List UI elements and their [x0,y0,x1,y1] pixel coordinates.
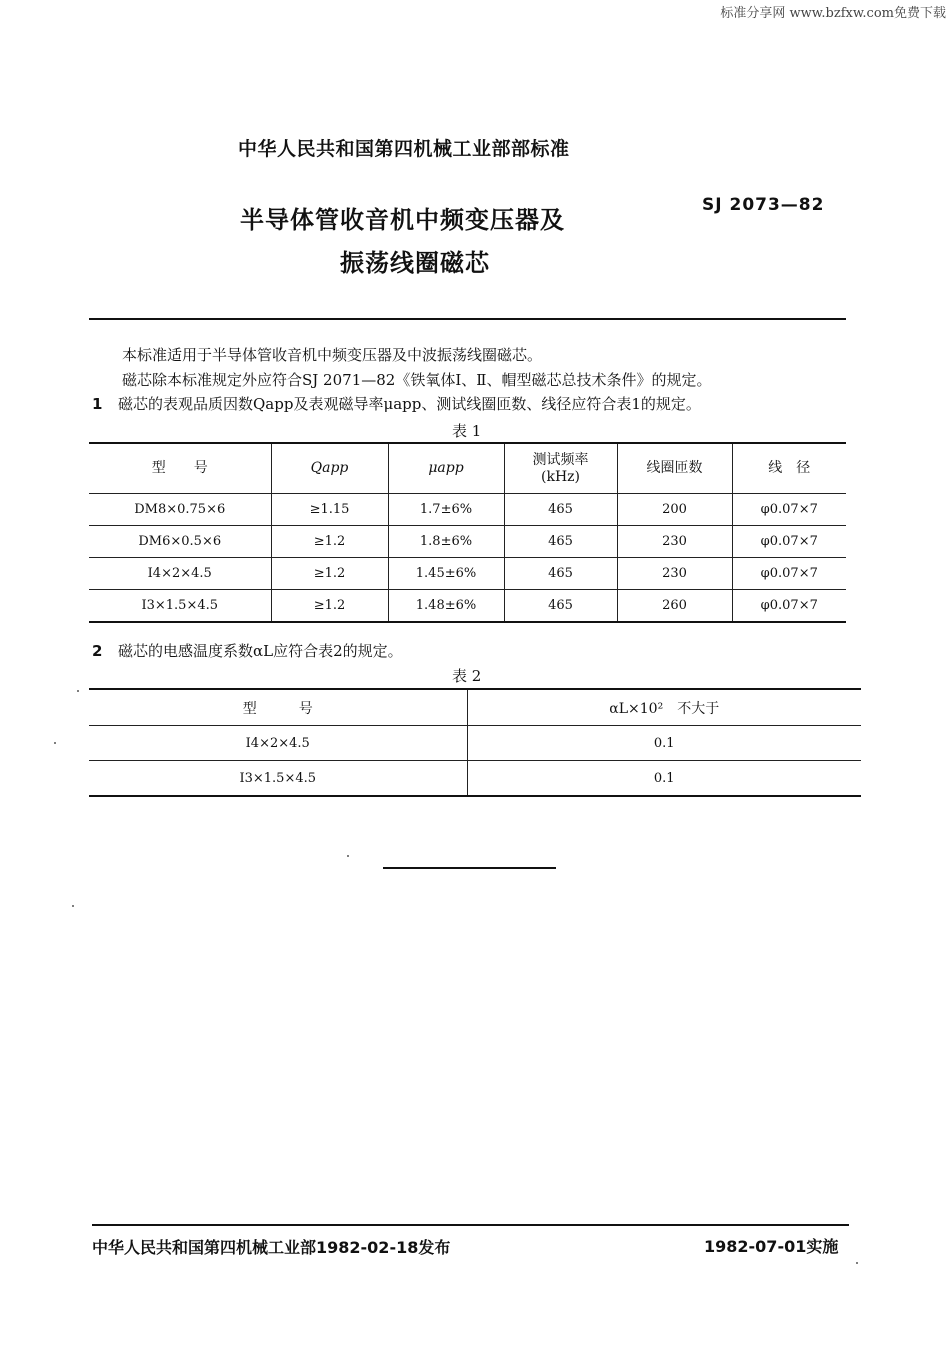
table-cell: ≥1.2 [271,558,388,590]
table-1 [89,442,846,623]
t1-header-turns: 线圈匝数 [617,443,732,494]
t2-header-temp-coefficient: αL×10² 不大于 [467,689,861,726]
table-cell: 230 [617,526,732,558]
table-cell: 465 [504,590,617,623]
t1-header-qapp: Qapp [271,443,388,494]
table-row [89,590,846,623]
table2-header-row [89,689,861,726]
table-row [89,761,861,797]
clause-1-number: 1 [92,395,103,413]
end-of-text-rule [383,867,556,869]
t2-header-model: 型 号 [89,689,467,726]
table-cell: 465 [504,558,617,590]
table-cell: I3×1.5×4.5 [89,590,271,623]
table-cell: φ0.07×7 [732,590,846,623]
clause-2-number: 2 [92,642,103,660]
standard-number: SJ 2073—82 [702,195,825,215]
footer-divider [92,1224,849,1226]
table-row [89,526,846,558]
scan-speck [77,690,79,692]
table-cell: ≥1.2 [271,590,388,623]
table-cell: ≥1.2 [271,526,388,558]
table-row [89,726,861,761]
table-cell: I4×2×4.5 [89,726,467,761]
table-cell: 1.8±6% [388,526,504,558]
t1-header-wire: 线 径 [732,443,846,494]
effective-date-text: 1982-07-01实施 [704,1237,839,1256]
table-cell: 1.45±6% [388,558,504,590]
table-cell: DM8×0.75×6 [89,494,271,526]
table-cell: φ0.07×7 [732,494,846,526]
table-cell: φ0.07×7 [732,558,846,590]
table-cell: 465 [504,494,617,526]
document-title-line2: 振荡线圈磁芯 [340,249,490,277]
table-cell: 0.1 [467,726,861,761]
issue-date-text: 中华人民共和国第四机械工业部1982-02-18发布 [92,1238,451,1257]
watermark-text: 标准分享网 www.bzfxw.com免费下载 [720,6,946,21]
document-title-line1: 半导体管收音机中频变压器及 [240,206,565,234]
table-cell: 1.7±6% [388,494,504,526]
table-2 [89,688,861,797]
table-cell: 465 [504,526,617,558]
table-cell: φ0.07×7 [732,526,846,558]
scope-paragraph: 本标准适用于半导体管收音机中频变压器及中波振荡线圈磁芯。 [122,346,543,364]
table-cell: 230 [617,558,732,590]
clause-1 [92,394,701,414]
table1-header-row [89,443,846,494]
table-cell: I4×2×4.5 [89,558,271,590]
scan-speck [347,855,349,857]
table-cell: 200 [617,494,732,526]
t1-header-model: 型 号 [89,443,271,494]
clause-2 [92,641,403,661]
table-cell: I3×1.5×4.5 [89,761,467,797]
clause-2-text: 磁芯的电感温度系数αL应符合表2的规定。 [118,642,403,660]
table-cell: 1.48±6% [388,590,504,623]
table1-caption: 表 1 [452,422,482,440]
general-requirement-paragraph: 磁芯除本标准规定外应符合SJ 2071—82《铁氧体Ⅰ、Ⅱ、帽型磁芯总技术条件》的规定。 [122,371,712,389]
table-cell: ≥1.15 [271,494,388,526]
table-cell: DM6×0.5×6 [89,526,271,558]
header-divider [89,318,846,320]
table-cell: 260 [617,590,732,623]
scan-speck [856,1262,858,1264]
table-cell: 0.1 [467,761,861,797]
table-row [89,494,846,526]
t1-header-frequency: 测试频率 (kHz) [504,443,617,494]
t1-header-mu: μapp [388,443,504,494]
clause-1-text: 磁芯的表观品质因数Qapp及表观磁导率μapp、测试线圈匝数、线径应符合表1的规定。 [118,395,701,413]
ministry-title: 中华人民共和国第四机械工业部部标准 [238,138,570,160]
table2-caption: 表 2 [452,667,482,685]
scan-speck [72,905,74,907]
table-row [89,558,846,590]
scan-speck [54,742,56,744]
